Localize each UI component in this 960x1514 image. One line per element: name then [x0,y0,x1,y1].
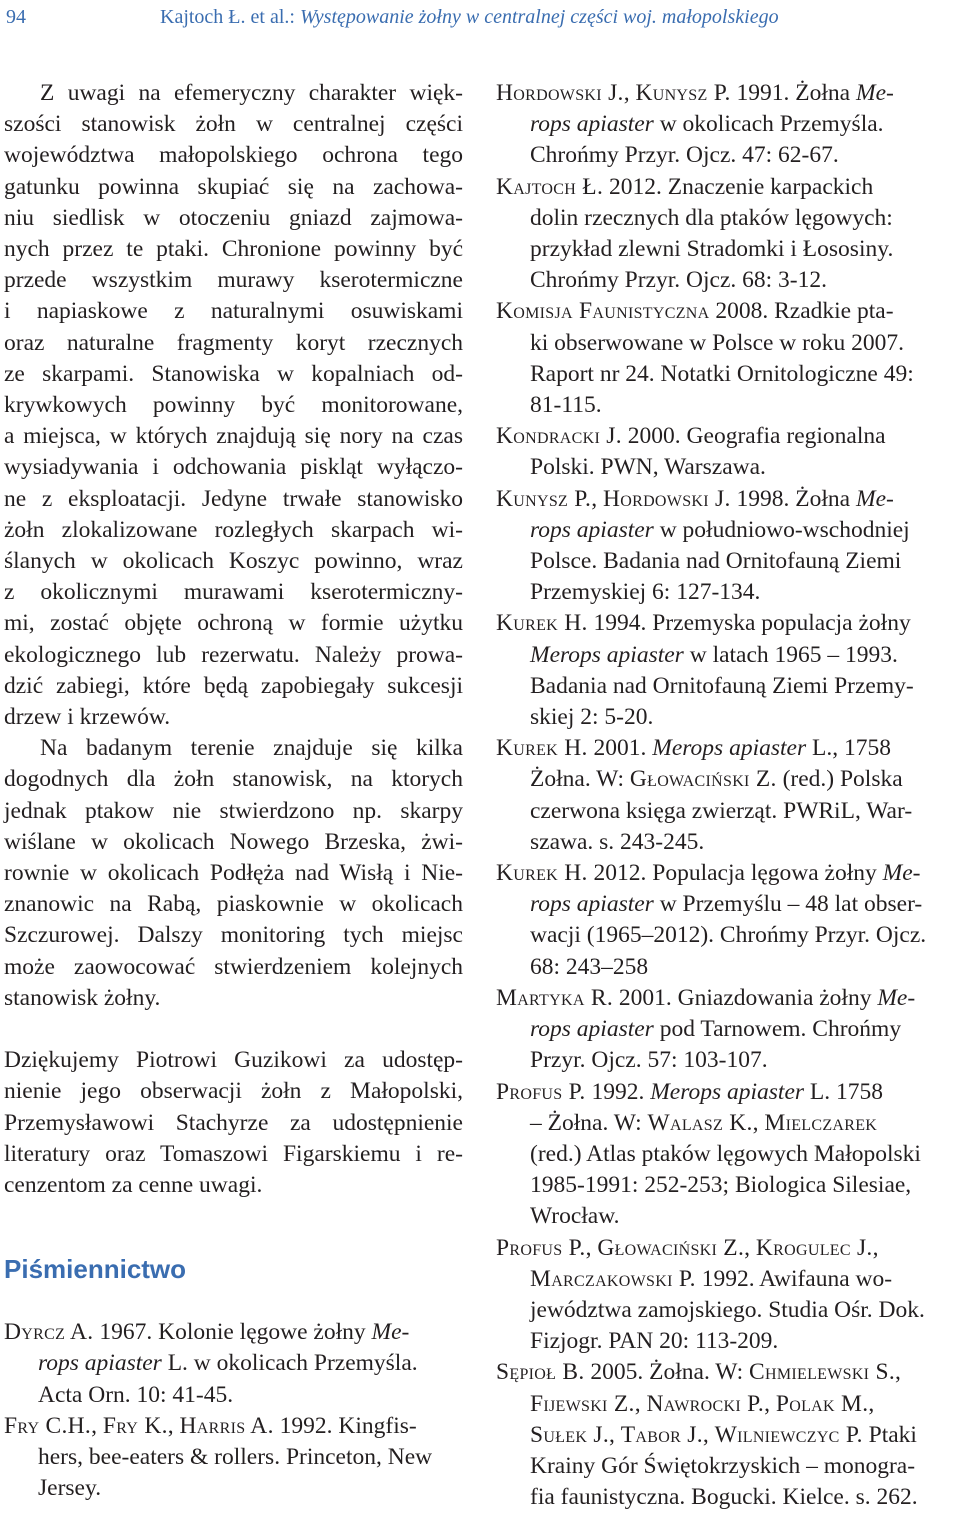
reference-line [496,889,954,920]
reference-text: , [634,1390,647,1417]
reference-text: Ptaki [862,1421,917,1448]
reference-entry [496,858,954,983]
author-name: Kurek H. [496,860,588,887]
reference-text: Fizjogr. PAN 20: 113-209. [530,1328,779,1355]
species-name: Merops apiaster [650,1078,805,1105]
reference-line [496,1420,954,1451]
text-line: województwa małopolskiego ochrona tego [4,142,463,169]
author-name: Tabor J. [620,1421,703,1448]
reference-text: , [752,1109,765,1136]
text-line: może zaowocować stwierdzeniem kolejnych [4,953,463,980]
reference-line [496,920,954,951]
author-name: Sułek J. [530,1421,610,1448]
reference-line [496,452,954,483]
reference-line [496,234,954,265]
text-line: ze skarpami. Stanowiska w kopalniach od- [4,360,463,387]
reference-entry [496,421,954,483]
reference-line [496,1326,954,1357]
text-line: Z uwagi na efemeryczny charakter więk- [40,80,463,106]
author-name: Marczakowski P. [530,1265,696,1292]
reference-text: 1967. Kolonie lęgowe żołny [93,1319,372,1346]
author-name: Mielczarek [764,1109,878,1136]
text-line: Dziękujemy Piotrowi Guzikowi za udostęp- [4,1047,463,1074]
reference-text: 1998. Żołna [730,485,856,512]
text-line: oraz naturalne fragmenty koryt rzecznych [4,329,463,356]
reference-text: (red.) Atlas ptaków lęgowych Małopolski [530,1140,921,1167]
reference-text: 1985-1991: 252-253; Biologica Silesiae, [530,1172,912,1199]
author-name: Głowaciński Z. [629,766,777,793]
references-list-left [4,1317,463,1504]
reference-text: , [868,1390,875,1417]
paragraph-acknowledgements [4,1045,463,1201]
text-line: z okolicznymi murawami kserotermiczny- [4,579,463,606]
text-line: cenzentom za cenne uwagi. [4,1171,263,1198]
reference-entry [496,1357,954,1513]
author-name: Profus P. [496,1234,586,1261]
reference-line [496,764,954,795]
text-line: nych przez te ptaki. Chronione powinny być [4,236,463,263]
reference-line [496,733,954,764]
species-name: rops apiaster [530,111,654,138]
text-line: rownie w okolicach Podłęża nad Wisłą i Nie- [4,860,463,887]
reference-text: 2005. Żołna. W: [584,1359,750,1386]
species-name: rops apiaster [530,516,654,543]
author-name: Kunysz P. [635,80,731,106]
reference-text: 1992. Kingfis- [273,1412,417,1439]
reference-line [4,1411,463,1442]
reference-text: pod Tarnowem. Chrońmy [653,1016,902,1043]
reference-text: Acta Orn. 10: 41-45. [38,1381,234,1408]
author-name: Fry K. [102,1412,168,1439]
reference-line [496,421,954,452]
reference-text: Polski. PWN, Warszawa. [530,454,766,481]
reference-text: 2012. Znaczenie karpackich [603,173,874,200]
reference-line [4,1317,463,1348]
reference-line [496,78,954,109]
reference-line [4,1380,463,1411]
reference-text: dolin rzecznych dla ptaków lęgowych: [530,204,893,231]
reference-text: 68: 243–258 [530,953,649,980]
text-line: Szczurowej. Dalszy monitoring tych miejsc [4,922,463,949]
reference-text: Żołna. W: [530,766,630,793]
text-line: gatunku powinna skupiać się na zachowa- [4,173,463,200]
reference-line [496,1201,954,1232]
text-line: mi, zostać objęte ochroną w formie użytku [4,610,463,637]
reference-line [4,1348,463,1379]
reference-line [496,983,954,1014]
reference-entry [496,608,954,733]
reference-text: , [167,1412,180,1439]
reference-line [496,359,954,390]
reference-text: , [744,1234,756,1261]
reference-text: L. w okolicach Przemyśla. [161,1350,418,1377]
reference-text: 2012. Populacja lęgowa żołny [587,860,883,887]
running-title [160,2,779,32]
reference-text: Przyr. Ojcz. 57: 103-107. [530,1047,768,1074]
reference-text: Krainy Gór Świętokrzyskich – monogra- [530,1452,916,1479]
text-line: znanowic na Rabą, piaskownie w okolicach [4,891,463,918]
text-line: ekologicznego lub rezerwatu. Należy prowa- [4,641,463,668]
reference-line [496,1451,954,1482]
author-name: Głowaciński Z. [597,1234,745,1261]
text-line: żołn zlokalizowane rozległych skarpach wi- [4,516,463,543]
reference-text: 2001. [587,735,653,762]
author-name: Kunysz P. [496,485,592,512]
text-line: ślanych w okolicach Koszyc powinno, wraz [4,548,463,575]
author-name: Hordowski J. [496,80,624,106]
running-title-authors: Kajtoch Ł. et al.: [160,6,300,28]
author-name: Kurek H. [496,735,588,762]
reference-entry [496,1233,954,1358]
reference-text: szawa. s. 243-245. [530,828,705,855]
author-name: Chmielewski S. [749,1359,896,1386]
reference-text: , [702,1421,715,1448]
species-name: rops apiaster [38,1350,162,1377]
author-name: Walasz K. [647,1109,753,1136]
reference-line [496,827,954,858]
left-column [4,78,463,1504]
reference-line [496,140,954,171]
reference-text: – Żołna. W: [530,1109,648,1136]
reference-text: 1992. [585,1078,651,1105]
species-name: Me- [371,1319,410,1346]
species-name: Me- [882,860,921,887]
reference-line [496,390,954,421]
reference-line [496,484,954,515]
reference-text: , [91,1412,103,1439]
reference-text: Badania nad Ornitofauną Ziemi Przemy- [530,672,914,699]
reference-line [496,1139,954,1170]
reference-line [496,1014,954,1045]
reference-text: jewództwa zamojskiego. Studia Ośr. Dok. [530,1296,925,1323]
reference-line [496,1264,954,1295]
species-name: Me- [877,984,916,1011]
reference-text: , [623,80,636,106]
reference-text: L., 1758 [806,735,891,762]
reference-line [496,1233,954,1264]
reference-text: ki obserwowane w Polsce w roku 2007. [530,329,904,356]
paragraph-conservation [4,78,463,733]
reference-text: w latach 1965 – 1993. [683,641,898,668]
reference-line [496,1045,954,1076]
text-line: przede wszystkim murawy kserotermiczne [4,267,463,294]
reference-text: , [872,1234,879,1261]
author-name: Polak M. [775,1390,869,1417]
author-name: Krogulec J. [755,1234,873,1261]
reference-line [496,796,954,827]
reference-text: 1992. Awifauna wo- [695,1265,893,1292]
author-name: Wilniewczyc P. [714,1421,863,1448]
reference-text: , [585,1234,598,1261]
species-name: Merops apiaster [530,641,684,668]
reference-entry [4,1317,463,1411]
reference-line [496,1170,954,1201]
text-line: a miejsca, w których znajdują się nory na czas [4,423,463,450]
reference-line [496,1077,954,1108]
reference-text: czerwona księga zwierząt. PWRiL, War- [530,797,913,824]
species-name: rops apiaster [530,1016,654,1043]
reference-text: przykład zlewni Stradomki i Łososiny. [530,236,894,263]
reference-text: (red.) Polska [776,766,903,793]
reference-text: 1994. Przemyska populacja żołny [587,610,911,637]
reference-text: , [895,1359,901,1386]
author-name: Martyka R. [496,984,614,1011]
text-line: literatury oraz Tomaszowi Figarskiemu i re- [4,1140,463,1167]
author-name: Kondracki J. [496,423,622,450]
references-heading: Piśmiennictwo [4,1254,187,1285]
text-line: wysiadywania i odchowania piskląt wyłączo- [4,454,463,481]
species-name: Merops apiaster [652,735,807,762]
author-name: Kurek H. [496,610,588,637]
reference-text: , [591,485,603,512]
species-name: rops apiaster [530,891,654,918]
reference-text: Jersey. [38,1475,102,1502]
reference-line [496,1357,954,1388]
reference-text: , [609,1421,621,1448]
author-name: Dyrcz A. [4,1319,94,1346]
text-line: dzić zabiegi, które będą zapobiegały sukcesji [4,672,463,699]
author-name: Fijewski Z. [530,1390,635,1417]
reference-line [496,702,954,733]
text-line: szości stanowisk żołn w centralnej części [4,111,463,138]
reference-text: w południowo-wschodniej [653,516,910,543]
running-head [6,2,954,32]
reference-line [496,640,954,671]
text-line: Na badanym terenie znajduje się kilka [40,735,463,762]
author-name: Hordowski J. [602,485,731,512]
paragraph-survey-sites [4,733,463,1014]
text-line: dogodnych dla żołn stanowisk, na ktorych [4,766,463,793]
reference-line [496,265,954,296]
text-line: Przemysławowi Stachyrze za udostępnienie [4,1109,463,1136]
reference-line [496,1389,954,1420]
reference-text: L. 1758 [804,1078,884,1105]
reference-text: Polsce. Badania nad Ornitofauną Ziemi [530,548,902,575]
author-name: Nawrocki P. [646,1390,765,1417]
reference-text: wacji (1965–2012). Chrońmy Przyr. Ojcz. [530,922,927,949]
author-name: Komisja Faunistyczna [496,298,710,325]
reference-entry [496,1077,954,1233]
reference-line [496,328,954,359]
reference-entry [496,78,954,172]
reference-text: Chrońmy Przyr. Ojcz. 47: 62-67. [530,142,839,169]
text-line: drzew i krzewów. [4,704,171,731]
reference-line [496,608,954,639]
reference-text: 1991. Żołna [730,80,856,106]
running-title-article: Występowanie żołny w centralnej części woj. małopolskiego [299,6,779,28]
author-name: Harris A. [179,1412,274,1439]
reference-entry [496,172,954,297]
reference-text: w Przemyślu – 48 lat obser- [653,891,923,918]
reference-text: Wrocław. [530,1203,620,1230]
reference-line [496,203,954,234]
reference-line [496,109,954,140]
right-column [496,78,954,1513]
reference-line [496,546,954,577]
species-name: Me- [856,485,894,512]
author-name: Kajtoch Ł. [496,173,604,200]
species-name: Me- [856,80,894,106]
reference-text: 2008. Rzadkie pta- [709,298,894,325]
author-name: Sępioł B. [496,1359,585,1386]
text-line: jednak ptakow nie stwierdzono np. skarpy [4,797,463,824]
text-line: i napiaskowe z naturalnymi osuwiskami [4,298,463,325]
reference-line [496,515,954,546]
reference-entry [496,983,954,1077]
text-line: ne z eksploatacji. Jedyne trwałe stanowisko [4,485,463,512]
reference-text: 81-115. [530,392,602,419]
reference-text: Raport nr 24. Notatki Ornitologiczne 49: [530,360,914,387]
references-list-right [496,78,954,1513]
reference-line [496,1482,954,1513]
reference-text: w okolicach Przemyśla. [653,111,884,138]
reference-line [4,1442,463,1473]
text-line: wiślane w okolicach Nowego Brzeska, żwi- [4,828,463,855]
reference-line [496,172,954,203]
text-line: niu siedlisk w otoczeniu gniazd zajmowa- [4,204,463,231]
reference-line [496,1108,954,1139]
reference-line [496,858,954,889]
page-number: 94 [6,6,26,28]
reference-text: 2000. Geografia regionalna [621,423,886,450]
reference-line [496,577,954,608]
reference-line [496,671,954,702]
reference-line [4,1473,463,1504]
reference-entry [4,1411,463,1505]
reference-text: fia faunistyczna. Bogucki. Kielce. s. 262. [530,1484,918,1511]
reference-text: , [764,1390,776,1417]
reference-text: Przemyskiej 6: 127-134. [530,579,761,606]
reference-entry [496,484,954,609]
reference-text: skiej 2: 5-20. [530,704,654,731]
reference-line [496,952,954,983]
reference-text: hers, bee-eaters & rollers. Princeton, New [38,1443,433,1470]
reference-text: Chrońmy Przyr. Ojcz. 68: 3-12. [530,267,827,294]
text-line: stanowisk żołny. [4,984,161,1011]
reference-entry [496,296,954,421]
reference-line [496,1295,954,1326]
text-line: nienie jego obserwacji żołn z Małopolski, [4,1078,463,1105]
text-line: krywkowych powinny być monitorowane, [4,392,463,419]
author-name: Fry C.H. [4,1412,92,1439]
reference-entry [496,733,954,858]
reference-text: 2001. Gniazdowania żołny [613,984,878,1011]
reference-line [496,296,954,327]
author-name: Profus P. [496,1078,586,1105]
